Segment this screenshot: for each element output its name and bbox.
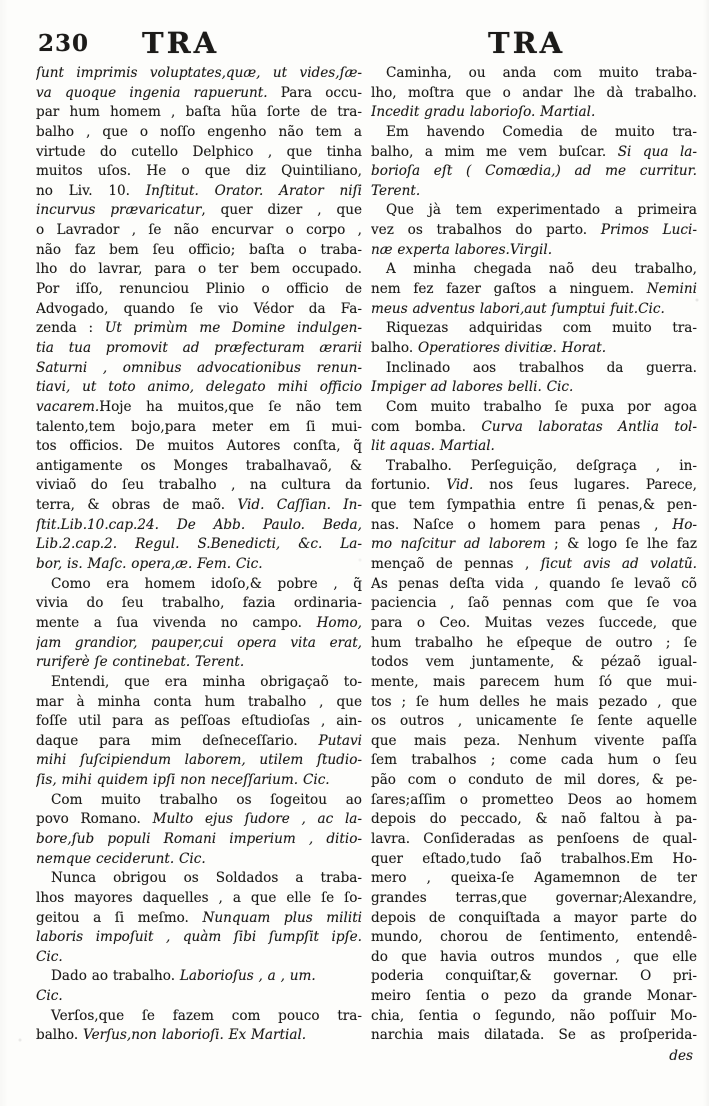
latin-citation-text: Terent. [371,182,421,199]
body-text: Advogado, quando ſe vio Védor da Fa- [36,300,362,317]
text-line [36,535,362,555]
text-line [371,653,697,673]
body-text: lhos mayores daquelles , a que elle ſe ſo- [36,889,362,906]
body-text: poderia conquiſtar,& governar. O pri- [371,968,697,985]
body-text: depois do peccado, & naõ faltou à pa- [371,811,697,828]
latin-citation-text: ſunt imprimis voluptates,quæ, ut vides,ſæ- [36,65,362,81]
body-text: talento,tem bojo,para meter em ſi mui- [36,418,362,435]
body-text: muitos uſos. He o que diz Quintiliano, [36,163,362,180]
text-line [36,476,362,496]
text-line [371,418,697,438]
text-line [371,123,697,143]
text-line [36,182,362,202]
latin-citation-text: ſicut avis ad volatũ. [540,556,697,573]
text-line [36,1007,362,1027]
text-line [36,516,362,536]
body-text: depois de conquiſtada a mayor parte do [371,909,697,926]
body-text: Caminha, ou anda com muito traba- [386,65,697,81]
body-text: A minha chegada naõ deu trabalho, [386,261,697,278]
latin-citation-text: Multo ejus ſudore , ac la- [152,811,362,828]
text-line [36,201,362,221]
body-text: que mais peza. Nenhum vivente paſſa [371,732,697,749]
text-line [371,909,697,929]
latin-citation-text: laboris impoſuit , quàm ſibi ſumpſit ipſe. [36,929,362,946]
text-line [371,378,697,398]
text-line [36,1026,362,1046]
text-line [36,693,362,713]
body-text: ſares;aſſim o prometteo Deos ao homem [371,791,697,808]
latin-citation-text: Terent. [195,654,245,671]
latin-citation-text: Cic. [36,988,63,1005]
text-line [371,614,697,634]
body-text: tos officios. De muitos Autores conſta, q̃ [36,438,362,455]
body-text: Com muito trabalho ſe puxa por agoa [386,398,697,415]
body-text: quer eſtado,tudo ſaõ trabalhos.Em Ho- [371,850,697,867]
body-text: que tem ſympathia entre ſi penas,& pen- [371,497,697,514]
text-line [36,64,362,84]
body-text: grandes terras,que governar;Alexandre, [371,889,697,906]
text-line [371,967,697,987]
text-column-left [36,64,362,1046]
body-text: Nunca obrigou os Soldados a traba- [51,870,362,887]
latin-citation-text: vacarem. [36,398,100,415]
text-line [371,869,697,889]
body-text: As penas deſta vida , quando ſe levaõ cõ [371,575,697,592]
text-line [371,241,697,261]
text-line [36,889,362,909]
text-line [36,928,362,948]
text-line [36,712,362,732]
text-line [371,791,697,811]
text-line [371,280,697,300]
text-line [371,575,697,595]
text-line [36,634,362,654]
body-text: Trabalho. Perſeguição, deſgraça , in- [386,457,697,474]
body-text: o Lavrador , ſe não encurvar o corpo , [36,222,362,239]
latin-citation-text: meus adventus labori,aut ſumptui fuit.Cic. [371,300,665,317]
latin-citation-text: va quoque ingenia rapuerunt. [36,84,268,101]
text-column-right [371,64,697,1046]
body-text: Em havendo Comedia de muito tra- [386,123,697,140]
body-text: lho do lavrar, para o ter bem occupado. [36,261,362,278]
text-line [371,693,697,713]
body-text: não faz bem ſeu officio; baſta o traba- [36,241,362,258]
text-line [36,987,362,1007]
latin-citation-text: mo naſcitur ad laborem [371,536,546,553]
text-line [36,241,362,261]
latin-citation-text: Ho- [672,516,697,533]
latin-citation-text: bor, is. Maſc. opera,æ. Fem. Cic. [36,556,263,573]
latin-citation-text: Impiger ad labores belli. Cic. [371,379,574,396]
text-line [36,496,362,516]
body-text: Verſos,que ſe fazem com pouco tra- [51,1007,362,1024]
body-text: Para occu- [267,84,362,101]
body-text: mente, mais parecem hum ſó que mui- [371,673,697,690]
text-line [371,359,697,379]
text-line [36,909,362,929]
body-text: Que jà tem experimentado a primeira [386,202,697,219]
latin-citation-text: bore,ſub populi Romani imperium , ditio- [36,830,362,847]
latin-citation-text: Homo, [316,614,362,631]
text-line [371,889,697,909]
body-text: povo Romano. [36,811,153,828]
body-text: fortunio. [371,477,447,494]
text-line [36,967,362,987]
latin-citation-text: Nemini [646,281,697,298]
text-line [36,791,362,811]
body-text: narchia mais dilatada. Se as proſperida- [371,1027,697,1044]
text-line [36,771,362,791]
running-head [0,26,709,64]
text-line [371,457,697,477]
body-text: com bomba. [371,418,482,435]
latin-citation-text: Saturni , omnibus advocationibus renun- [36,359,362,376]
latin-citation-text: Lib.2.cap.2. Regul. S.Benedicti, &c. La- [36,536,362,553]
text-line [36,653,362,673]
text-line [36,162,362,182]
body-text: mençaõ de pennas , [371,556,541,573]
text-line [36,437,362,457]
latin-citation-text: jam grandior, pauper,cui opera vita erat, [36,634,362,651]
text-line [371,928,697,948]
body-text: terra, & obras de maõ. [36,497,238,514]
body-text: vivia do ſeu trabalho, fazia ordinaria- [36,595,362,612]
latin-citation-text: Incedit gradu laborioſo. Martial. [371,104,596,121]
text-line [371,162,697,182]
text-line [371,339,697,359]
text-line [371,594,697,614]
text-line [371,712,697,732]
body-text: virtude do cutello Delphico , que tinha [36,143,362,160]
body-text: foſſe util para as peſſoas eſtudioſas , ain- [36,713,362,730]
running-head-left: TRA [142,26,220,60]
latin-citation-text: incurvus prævaricatur [36,202,202,219]
body-text: Hoje ha muitos,que ſe não tem [99,398,362,415]
body-text: ſem trabalhos ; come cada hum o ſeu [371,752,697,769]
text-line [371,437,697,457]
text-line [371,830,697,850]
body-text: mar à minha conta hum trabalho , que [36,693,362,710]
text-line [36,751,362,771]
text-line [36,418,362,438]
latin-citation-text: mihi ſuſcipiendum laborem, utilem ſtudio- [36,752,362,769]
latin-citation-text: næ experta labores.Virgil. [371,241,553,258]
text-line [36,398,362,418]
body-text: balho. [36,1027,83,1044]
body-text: Entendi, que era minha obrigaçaõ to- [51,673,362,690]
text-line [371,535,697,555]
body-text: par hum homem , baſta hũa ſorte de tra- [36,104,362,121]
latin-citation-text: Putavi [318,732,362,749]
latin-citation-text: nemque ceciderunt. Cic. [36,850,206,867]
text-line [36,143,362,163]
text-line [36,555,362,575]
body-text: hum trabalho he eſpeque de outro ; ſe [371,634,697,651]
text-line [371,673,697,693]
body-text: balho, a mim me vem buſcar. [371,143,618,160]
body-text: zenda : [36,320,105,337]
latin-citation-text: Inſtitut. Orator. Arator niſi [145,182,362,199]
body-text: daque para mim deſneceſſario. [36,732,319,749]
text-line [371,201,697,221]
body-text: balho , que o noſſo engenho não tem a [36,123,362,140]
text-line [371,64,697,84]
body-text: mundo, chorou de ſentimento, entendê- [371,929,697,946]
text-line [371,771,697,791]
body-text: geitou a ſi meſmo. [36,909,203,926]
page-number: 230 [38,30,90,57]
text-line [36,457,362,477]
text-line [36,300,362,320]
body-text: todos vem juntamente, & pézaõ igual- [371,654,697,671]
body-text: os outros , unicamente ſe ſente aquelle [371,713,697,730]
latin-citation-text: Primos Luci- [600,222,697,239]
latin-citation-text: ſis, mihi quidem ipſi non neceſſarium. Cic. [36,772,330,789]
text-line [36,673,362,693]
text-line [36,378,362,398]
text-line [36,948,362,968]
latin-citation-text: Vid. [446,477,474,494]
body-text: mente a ſua vivenda no campo. [36,614,317,631]
body-text: nas. Naſce o homem para penas , [371,516,673,533]
text-line [371,182,697,202]
catchword: des [669,1048,693,1064]
body-text: ; & logo ſe lhe faz [545,536,697,553]
text-line [36,869,362,889]
text-line [371,555,697,575]
text-line [371,260,697,280]
text-line [371,84,697,104]
text-line [36,103,362,123]
latin-citation-text: Si qua la- [617,143,697,160]
body-text: do que havia outros mundos , que elle [371,948,697,965]
text-line [36,84,362,104]
body-text: Como era homem idoſo,& pobre , q̃ [51,575,362,592]
body-text: Inclinado aos trabalhos da guerra. [386,359,697,376]
text-line [36,575,362,595]
body-text: Por iſſo, renunciou Plinio o officio de [36,281,362,298]
text-line [36,732,362,752]
body-text: nem fez fazer gaſtos a ninguem. [371,281,647,298]
body-text: , quer dizer , que [201,202,362,219]
text-line [371,496,697,516]
text-line [371,221,697,241]
text-line [371,476,697,496]
text-line [371,634,697,654]
text-line [36,123,362,143]
latin-citation-text: Verſus,non laborioſi. Ex Martial. [83,1027,307,1044]
text-line [36,359,362,379]
text-line [371,516,697,536]
text-line [36,339,362,359]
body-text: meiro ſentia o pezo da grande Monar- [371,988,697,1005]
text-line [371,398,697,418]
running-head-right: TRA [488,26,566,60]
text-line [36,810,362,830]
text-line [371,850,697,870]
text-line [36,614,362,634]
text-line [371,103,697,123]
body-text: viviaõ do ſeu trabalho , na cultura da [36,477,362,494]
text-line [371,1007,697,1027]
body-text: lho, moſtra que o andar lhe dà trabalho. [371,84,697,101]
body-text: chia, ſentia o ſegundo, não poſſuir Mo- [371,1007,697,1024]
text-line [36,260,362,280]
body-text: tos ; ſe hum delles he mais pezado , que [371,693,697,710]
text-line [371,1026,697,1046]
text-line [36,280,362,300]
body-text: vez os trabalhos do parto. [371,222,601,239]
latin-citation-text: Ut primùm me Domine indulgen- [104,320,362,337]
text-line [36,830,362,850]
latin-citation-text: Cic. [36,948,63,965]
body-text: Riquezas adquiridas com muito tra- [386,320,697,337]
latin-citation-text: Laborioſus , a , um. [179,968,316,985]
body-text: Dado ao trabalho. [51,968,180,985]
latin-citation-text: tia tua promovit ad præfecturam ærarii [36,339,362,356]
latin-citation-text: Curva laboratas Antlia tol- [481,418,697,435]
body-text: mero , queixa-ſe Agamemnon de ter [371,870,697,887]
body-text: paciencia , ſaõ pennas com que ſe voa [371,595,697,612]
text-line [36,221,362,241]
latin-citation-text: ruriferè ſe continebat. [36,654,196,671]
latin-citation-text: Vid. Caſſian. In- [237,497,362,514]
text-line [36,319,362,339]
body-text: nos ſeus lugares. Parece, [473,477,697,494]
text-line [371,143,697,163]
text-line [371,751,697,771]
latin-citation-text: Nunquam plus militi [202,909,362,926]
body-text: no Liv. 10. [36,182,146,199]
text-line [371,948,697,968]
body-text: lavra. Conſideradas as penſoens de qual- [371,830,697,847]
body-text: pão com o conduto de mil dores, & pe- [371,772,697,789]
body-text: antigamente os Monges trabalhavaõ, & [36,457,362,474]
text-line [371,810,697,830]
body-text: balho. [371,339,418,356]
latin-citation-text: tiavi, ut toto animo, delegato mihi officio [36,379,362,396]
body-text: Com muito trabalho os ſogeitou ao [51,791,362,808]
text-line [371,732,697,752]
latin-citation-text: Operatiores divitiæ. Horat. [418,339,607,356]
text-line [371,300,697,320]
text-line [36,594,362,614]
latin-citation-text: borioſa eſt ( Comœdia,) ad me curritur. [371,163,697,180]
text-line [36,850,362,870]
text-line [371,319,697,339]
body-text: para o Ceo. Muitas vezes ſuccede, que [371,614,697,631]
text-line [371,987,697,1007]
latin-citation-text: lit aquas. Martial. [371,438,495,455]
latin-citation-text: ſtit.Lib.10.cap.24. De Abb. Paulo. Beda, [36,516,362,533]
